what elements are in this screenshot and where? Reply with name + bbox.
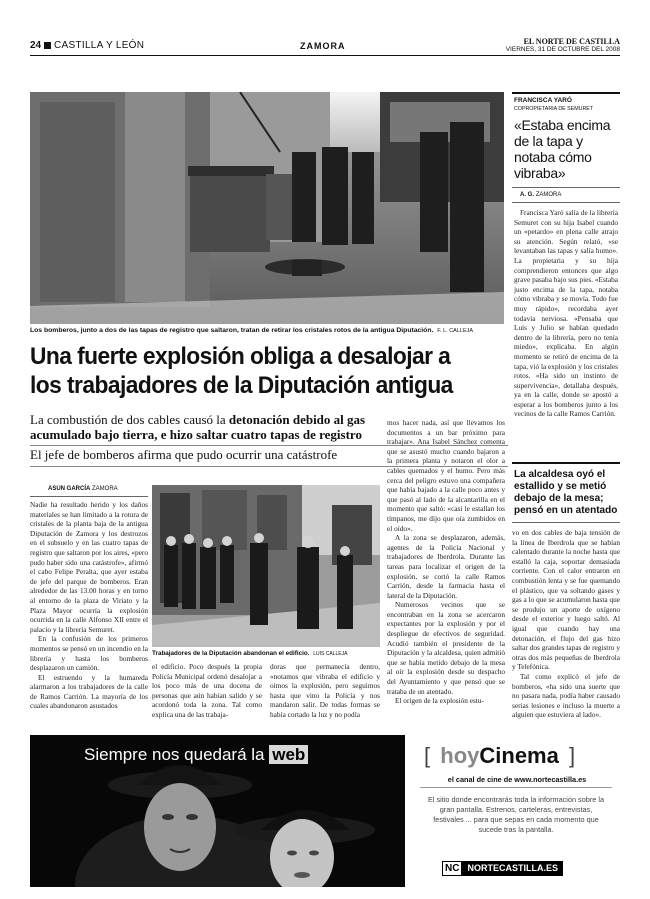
ad-slogan-text: Siempre nos quedará la (84, 745, 265, 764)
byline-place: ZAMORA (92, 486, 118, 492)
article-column-4 (387, 418, 505, 750)
main-photo-credit: F. L. CALLEJA (437, 328, 474, 334)
brand-bold: Cinema (479, 743, 559, 768)
ad-slogan-highlight: web (269, 745, 308, 764)
sidebar-person-name: FRANCISCA YARÓ (514, 97, 572, 104)
nc-text: NORTECASTILLA.ES (462, 861, 563, 876)
byline (48, 486, 118, 492)
second-photo (152, 485, 380, 647)
article-paragraph: Tal como explicó el jefe de bomberos, «ha sido una suerte que no pasara nada, podía haber causado serias lesiones e incluso la muerte a alguien que estuviera al lado». (512, 671, 620, 720)
main-photo-caption (30, 327, 504, 335)
headline (30, 342, 476, 400)
second-photo-caption-text: Trabajadores de la Diputación abandonan el edificio. (152, 650, 310, 657)
edition-name: ZAMORA (300, 41, 346, 51)
hoycinema-body: El sitio donde encontrarás toda la información sobre la gran pantalla. Estrenos, carteleras, entrevistas, festivales ... para que sepas en cada momento que sucede tras la pantalla. (427, 795, 605, 834)
article-paragraph: el edificio. Poco después la propia Policía Municipal ordenó desalojar a los poco más de una docena de personas que aún habían salido y se acordonó toda la zona. Tal como explica una de las trabaja- (152, 662, 262, 719)
page-date: VIERNES, 31 DE OCTUBRE DEL 2008 (505, 46, 620, 53)
article-paragraph: A la zona se desplazaron, además, agentes de la Policía Nacional y trabajadores de Iberdrola. Durante las tareas para localizar el origen de la explosión, se cortó la calle Ramos Carrión, desde la farmacia hasta el lateral de la Diputación. (387, 533, 505, 600)
ad-hoycinema[interactable] (412, 735, 620, 887)
article-column-5 (512, 528, 620, 750)
subhead-bold: detonación debido al gas (228, 412, 366, 427)
hoycinema-rule (420, 787, 612, 788)
headline-line-2: los trabajadores de la Diputación antigua (30, 372, 453, 399)
ad-slogan (84, 745, 308, 765)
masthead-name: EL NORTE DE CASTILLA (523, 37, 620, 46)
article-paragraph: Nadie ha resultado herido y los daños materiales se han limitado a la rotura de cristales de la planta baja de la antigua Diputación de Zamora y los destrozos en el subsuelo y en las cuatro tapas de registro que saltaron por los aires, «pero pudo haber sido una catástrofe», afirmó el cabo Felipe Peralta, que ayer estaba de jefe del parque de bomberos. Eran alrededor de las 13.00 horas y en torno al entorno de la plaza de Viriato y la Plaza Mayor ocurría la explosión ocurrida en la calle Alfonso XII entre el palacio y la librería Semuret. (30, 500, 148, 634)
article-paragraph: El origen de la explosión estu- (395, 696, 484, 706)
page-number: 24 (30, 40, 42, 51)
article-paragraph: En la confusión de los primeros momentos se pensó en un incendio en la librería y hasta los bomberos desplazaron un camión. (30, 634, 148, 673)
page-header (30, 37, 620, 54)
second-photo-caption (152, 650, 380, 658)
section-marker-icon (44, 42, 51, 49)
sidebar-byline-place: ZAMORA (535, 192, 562, 198)
article-paragraph: mos hacer nada, así que llevamos los documentos a un bar próximo para trabajar». Ana Isabel Sánchez comenta que se asustó mucho cuando bajaron a la primera planta y notaron el olor a cables quemados y el humo. Pero más cerca del peligro estuvo una compañera que había bajado a la calle poco antes y que pasó al lado de la alcantarilla en el momento que saltó: «casi le estallan los tímpanos, me dijo que oía zumbidos en el oído». (387, 418, 505, 533)
article-paragraph: El estruendo y la humareda alarmaron a los trabajadores de la calle de Ramos Carrión. La mayoría de los cuales abandonaron asustados (30, 672, 148, 711)
sidebar-body: Francisca Yaró salía de la librería Semuret con su hija Isabel cuando un «petardo» en plena calle atrajo su atención. Según relató, «se levantaban las tapas y salía humo». La propietaria y su hija comprendieron entonces que algo grave pasaba bajo sus pies. «Estaba justo encima de la tapa, notaba cómo vibraba y se movía. Todo fue muy rápido», recordaba ayer todavía nerviosa. «Pensaba que Luis y Julio se habían quedado dentro de la librería, pero no tenía miedo», explicaba. En algún momento se retiró de encima de la tapa, vió la explosión y los cristales rotos. «Ha sido un instinto de supervivencia», detallaba después, ya en la calle, donde se apostó a esperar a los bomberos junto a los vecinos de la calle Ramos Carrión. (514, 208, 618, 419)
bracket-open: [ (424, 743, 431, 768)
subhead-line-2: acumulado bajo tierra, e hizo saltar cuatro tapas de registro (30, 427, 362, 442)
hoycinema-tagline: el canal de cine de www.nortecastilla.es (447, 775, 587, 784)
main-photo (30, 92, 504, 324)
sidebar-byline (520, 192, 561, 198)
sidebar-top-rule (512, 92, 620, 94)
headline-line-1: Una fuerte explosión obliga a desalojar a (30, 343, 451, 370)
byline-rule (30, 496, 148, 497)
second-photo-credit: LUIS CALLEJA (313, 651, 348, 657)
brand-light: hoy (440, 743, 480, 768)
sidebar-quote-rule (512, 187, 620, 188)
sidebar-subhead: La alcaldesa oyó el estallido y se metió debajo de la mesa; pensó en un atentado (514, 469, 618, 516)
byline-name: ASUN GARCÍA (48, 486, 91, 492)
article-paragraph: vo en dos cables de baja tensión de la línea de Iberdrola que se habían calentado durante la noche hasta que estalló la caja, soportar demasiada corriente. Con el calor entraron en combustión lenta y se fue quemando el plástico, que va soltando gases y gas a lo que se acumularon hasta que se produjo un aporte de oxígeno desde el exterior y luego saltó. Al igual que cuando hay una detonación, el flujo del gas hizo saltar dos grandes tapas de registro y otras dos más pequeñas de Iberdrola y Telefónica. (512, 528, 620, 672)
workers-evacuating-image (152, 485, 380, 647)
nc-mark: NC (442, 861, 462, 876)
bracket-close: ] (568, 743, 576, 768)
sidebar-byline-name: A. G. (520, 192, 535, 198)
nortecastilla-logo[interactable] (442, 861, 563, 877)
article-paragraph: doras que permanecía dentro, «notamos que vibraba el edificio y oímos la explosión, pero seguimos hasta que vino la Policía y nos mandaron salir. De todas formas se había cortado la luz y no podía (270, 662, 380, 719)
section-name: CASTILLA Y LEÓN (54, 40, 145, 51)
ad-web-banner[interactable] (30, 735, 405, 887)
subhead-lead: La combustión de dos cables causó la (30, 412, 229, 427)
firefighters-scene-image (30, 92, 504, 324)
sidebar-subhead-rule (512, 522, 620, 523)
subhead-secondary: El jefe de bomberos afirma que pudo ocurrir una catástrofe (30, 447, 338, 462)
sidebar-person-role: COPROPIETARIA DE SEMURET (514, 106, 594, 112)
article-paragraph: Numerosos vecinos que se encontraban en la zona se acercaron expectantes por la explosión y por el despliegue de efectivos de seguridad. Acudió también el presidente de la Diputación y la alcaldesa, quien admitió que se había metido debajo de la mesa al oír la explosión desde su despacho del Ayuntamiento y que pensó que se trataba de un atentado. (387, 600, 505, 696)
article-column-1 (30, 500, 148, 750)
main-photo-caption-text: Los bomberos, junto a dos de las tapas de registro que saltaron, tratan de retirar los cristales rotos de la antigua Diputación. (30, 327, 434, 334)
sidebar-bottom-rule (512, 462, 620, 464)
sidebar-byline-rule (512, 202, 620, 203)
header-rule (30, 55, 620, 56)
sidebar-quote: «Estaba encima de la tapa y notaba cómo vibraba» (514, 117, 611, 181)
hoycinema-logo (424, 743, 610, 769)
